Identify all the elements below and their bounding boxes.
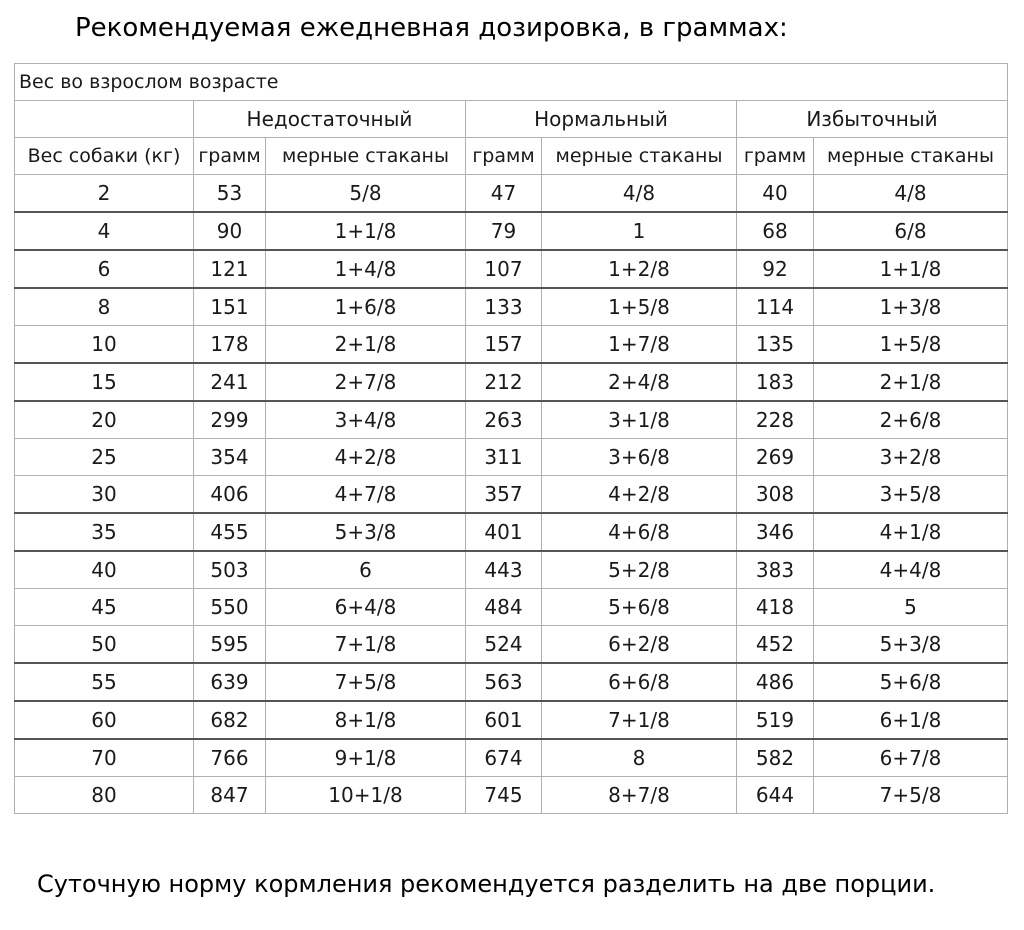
cup-cell: 3+1/8 [542, 401, 737, 439]
cup-cell: 4+4/8 [814, 551, 1008, 589]
table-row [15, 250, 1008, 288]
table-caption: Вес во взрослом возрасте [15, 64, 1008, 101]
feeding-note: Суточную норму кормления рекомендуется разделить на две порции. [37, 870, 936, 898]
weight-column-header: Вес собаки (кг) [15, 138, 194, 175]
gram-cell: 107 [466, 250, 542, 288]
weight-cell: 45 [15, 589, 194, 626]
cup-cell: 4+7/8 [266, 476, 466, 514]
table-row [15, 175, 1008, 213]
gram-cell: 228 [737, 401, 814, 439]
gram-cell: 92 [737, 250, 814, 288]
weight-cell: 6 [15, 250, 194, 288]
gram-column-header: грамм [194, 138, 266, 175]
cup-cell: 7+1/8 [266, 626, 466, 664]
table-row [15, 363, 1008, 401]
group-header-normal: Нормальный [466, 101, 737, 138]
gram-cell: 79 [466, 212, 542, 250]
cup-cell: 5+2/8 [542, 551, 737, 589]
gram-cell: 135 [737, 326, 814, 364]
gram-cell: 90 [194, 212, 266, 250]
weight-cell: 20 [15, 401, 194, 439]
gram-cell: 383 [737, 551, 814, 589]
gram-cell: 68 [737, 212, 814, 250]
weight-cell: 40 [15, 551, 194, 589]
gram-cell: 133 [466, 288, 542, 326]
cup-cell: 7+5/8 [266, 663, 466, 701]
weight-cell: 10 [15, 326, 194, 364]
cup-cell: 2+1/8 [814, 363, 1008, 401]
gram-cell: 443 [466, 551, 542, 589]
table-row [15, 551, 1008, 589]
gram-cell: 357 [466, 476, 542, 514]
gram-cell: 455 [194, 513, 266, 551]
gram-cell: 183 [737, 363, 814, 401]
cup-cell: 1+5/8 [542, 288, 737, 326]
gram-cell: 47 [466, 175, 542, 213]
cup-cell: 6+1/8 [814, 701, 1008, 739]
cup-cell: 8+7/8 [542, 777, 737, 814]
table-row [15, 476, 1008, 514]
gram-cell: 212 [466, 363, 542, 401]
cup-cell: 5 [814, 589, 1008, 626]
table-row [15, 288, 1008, 326]
cup-column-header: мерные стаканы [542, 138, 737, 175]
cup-cell: 6+2/8 [542, 626, 737, 664]
cup-cell: 1+2/8 [542, 250, 737, 288]
weight-cell: 70 [15, 739, 194, 777]
gram-cell: 595 [194, 626, 266, 664]
table-row [15, 701, 1008, 739]
cup-cell: 1+1/8 [266, 212, 466, 250]
table-row [15, 326, 1008, 364]
cup-cell: 1+5/8 [814, 326, 1008, 364]
gram-column-header: грамм [466, 138, 542, 175]
cup-cell: 4+1/8 [814, 513, 1008, 551]
cup-cell: 4/8 [814, 175, 1008, 213]
gram-cell: 354 [194, 439, 266, 476]
cup-cell: 7+1/8 [542, 701, 737, 739]
gram-cell: 53 [194, 175, 266, 213]
page-heading: Рекомендуемая ежедневная дозировка, в граммах: [75, 13, 788, 43]
group-header-row [15, 101, 1008, 138]
group-header-underweight: Недостаточный [194, 101, 466, 138]
cup-cell: 4+2/8 [266, 439, 466, 476]
cup-column-header: мерные стаканы [266, 138, 466, 175]
gram-cell: 269 [737, 439, 814, 476]
cup-cell: 2+7/8 [266, 363, 466, 401]
table-row [15, 401, 1008, 439]
gram-cell: 563 [466, 663, 542, 701]
table-row [15, 513, 1008, 551]
gram-cell: 682 [194, 701, 266, 739]
weight-cell: 50 [15, 626, 194, 664]
cup-cell: 9+1/8 [266, 739, 466, 777]
weight-cell: 4 [15, 212, 194, 250]
gram-cell: 674 [466, 739, 542, 777]
cup-cell: 5/8 [266, 175, 466, 213]
gram-cell: 644 [737, 777, 814, 814]
gram-cell: 766 [194, 739, 266, 777]
cup-cell: 8+1/8 [266, 701, 466, 739]
empty-header-cell [15, 101, 194, 138]
cup-cell: 5+3/8 [266, 513, 466, 551]
weight-cell: 2 [15, 175, 194, 213]
gram-cell: 178 [194, 326, 266, 364]
gram-cell: 503 [194, 551, 266, 589]
gram-cell: 639 [194, 663, 266, 701]
cup-cell: 1+6/8 [266, 288, 466, 326]
cup-cell: 10+1/8 [266, 777, 466, 814]
table-row [15, 663, 1008, 701]
group-header-overweight: Избыточный [737, 101, 1008, 138]
cup-cell: 1+4/8 [266, 250, 466, 288]
cup-cell: 6 [266, 551, 466, 589]
gram-column-header: грамм [737, 138, 814, 175]
cup-cell: 6+4/8 [266, 589, 466, 626]
cup-column-header: мерные стаканы [814, 138, 1008, 175]
cup-cell: 3+5/8 [814, 476, 1008, 514]
weight-cell: 55 [15, 663, 194, 701]
cup-cell: 5+6/8 [814, 663, 1008, 701]
gram-cell: 401 [466, 513, 542, 551]
gram-cell: 486 [737, 663, 814, 701]
table-row [15, 439, 1008, 476]
cup-cell: 1+1/8 [814, 250, 1008, 288]
cup-cell: 8 [542, 739, 737, 777]
weight-cell: 80 [15, 777, 194, 814]
gram-cell: 151 [194, 288, 266, 326]
cup-cell: 5+6/8 [542, 589, 737, 626]
cup-cell: 2+1/8 [266, 326, 466, 364]
cup-cell: 6+7/8 [814, 739, 1008, 777]
gram-cell: 418 [737, 589, 814, 626]
gram-cell: 524 [466, 626, 542, 664]
cup-cell: 1 [542, 212, 737, 250]
gram-cell: 121 [194, 250, 266, 288]
cup-cell: 3+2/8 [814, 439, 1008, 476]
cup-cell: 3+6/8 [542, 439, 737, 476]
column-header-row [15, 138, 1008, 175]
gram-cell: 311 [466, 439, 542, 476]
weight-cell: 30 [15, 476, 194, 514]
table-row [15, 589, 1008, 626]
gram-cell: 550 [194, 589, 266, 626]
weight-cell: 60 [15, 701, 194, 739]
cup-cell: 4+6/8 [542, 513, 737, 551]
gram-cell: 519 [737, 701, 814, 739]
cup-cell: 1+7/8 [542, 326, 737, 364]
gram-cell: 263 [466, 401, 542, 439]
gram-cell: 847 [194, 777, 266, 814]
gram-cell: 601 [466, 701, 542, 739]
cup-cell: 2+4/8 [542, 363, 737, 401]
dosage-table [14, 63, 1008, 814]
gram-cell: 308 [737, 476, 814, 514]
weight-cell: 35 [15, 513, 194, 551]
table-row [15, 777, 1008, 814]
gram-cell: 346 [737, 513, 814, 551]
gram-cell: 114 [737, 288, 814, 326]
cup-cell: 4/8 [542, 175, 737, 213]
gram-cell: 40 [737, 175, 814, 213]
gram-cell: 299 [194, 401, 266, 439]
weight-cell: 25 [15, 439, 194, 476]
cup-cell: 1+3/8 [814, 288, 1008, 326]
cup-cell: 6+6/8 [542, 663, 737, 701]
gram-cell: 406 [194, 476, 266, 514]
cup-cell: 4+2/8 [542, 476, 737, 514]
table-row [15, 626, 1008, 664]
weight-cell: 15 [15, 363, 194, 401]
gram-cell: 157 [466, 326, 542, 364]
gram-cell: 484 [466, 589, 542, 626]
cup-cell: 6/8 [814, 212, 1008, 250]
cup-cell: 5+3/8 [814, 626, 1008, 664]
gram-cell: 745 [466, 777, 542, 814]
cup-cell: 7+5/8 [814, 777, 1008, 814]
gram-cell: 582 [737, 739, 814, 777]
table-row [15, 739, 1008, 777]
gram-cell: 452 [737, 626, 814, 664]
caption-row [15, 64, 1008, 101]
gram-cell: 241 [194, 363, 266, 401]
weight-cell: 8 [15, 288, 194, 326]
cup-cell: 3+4/8 [266, 401, 466, 439]
cup-cell: 2+6/8 [814, 401, 1008, 439]
table-row [15, 212, 1008, 250]
